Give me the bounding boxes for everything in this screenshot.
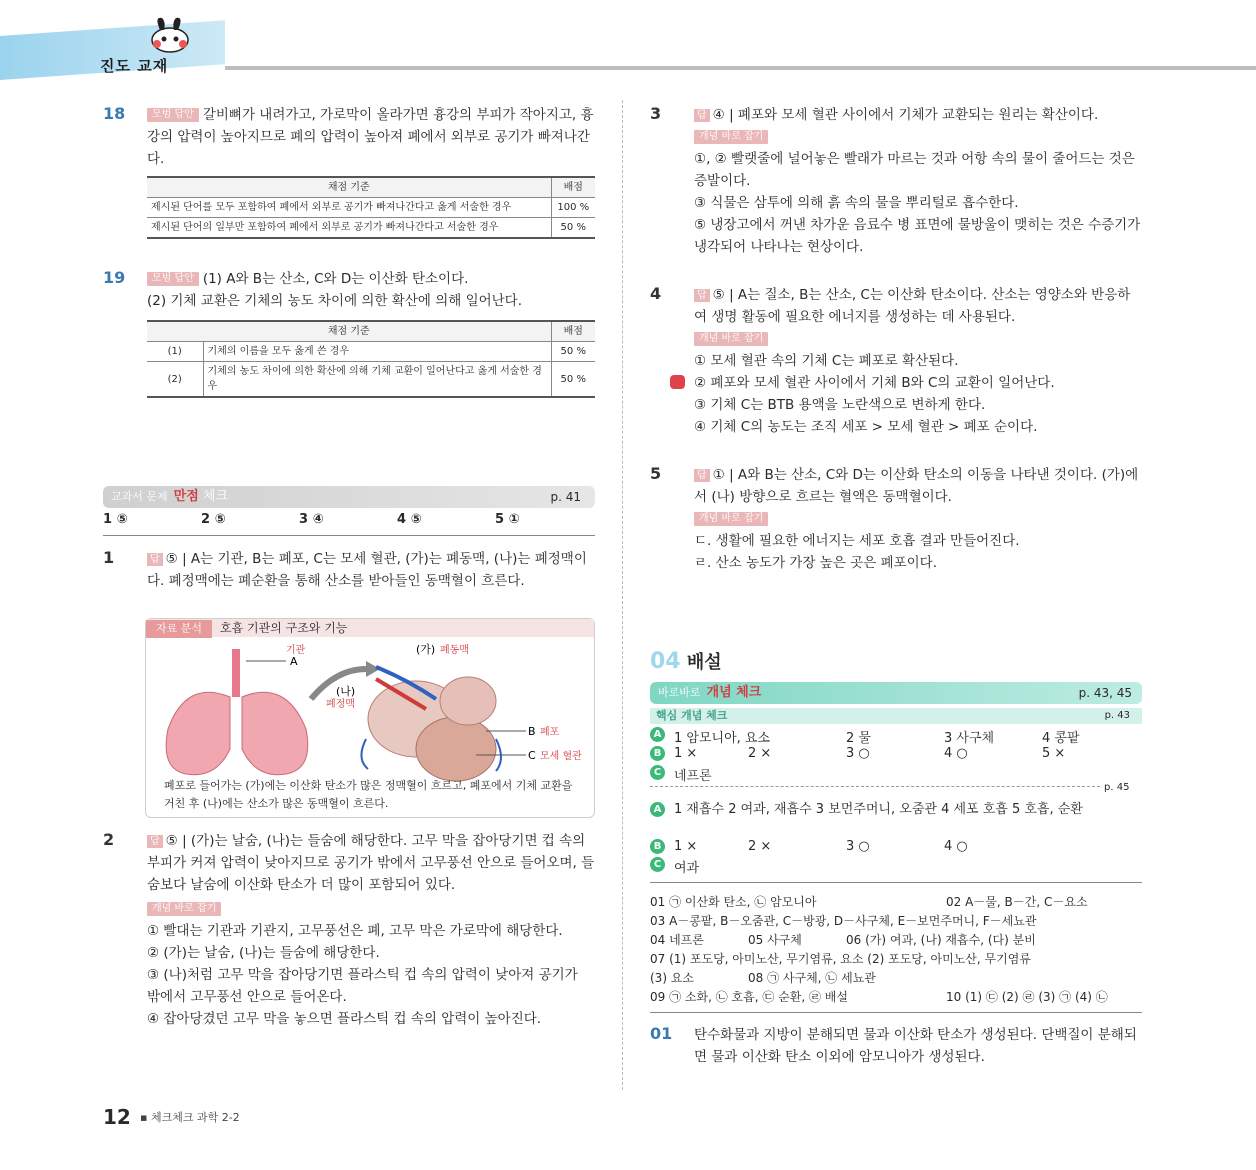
respiratory-diagram [146, 639, 594, 789]
a1-number: 1 [103, 548, 115, 567]
q19-row1-score: 50 % [551, 342, 595, 362]
a3-text [694, 104, 1142, 126]
q19-tag: 모범 답안 [147, 272, 199, 286]
warning-icon [670, 375, 685, 389]
label-ga: (가) [416, 643, 436, 656]
a5-fix-tag: 개념 바로 잡기 [694, 512, 768, 526]
diagram-title: 호흡 기관의 구조와 기능 [220, 621, 348, 635]
a4-fix-tag: 개념 바로 잡기 [694, 332, 768, 346]
circle-c-icon: C [650, 765, 665, 780]
q19-criteria-table [147, 320, 595, 398]
label-c-sub: 모세 혈관 [540, 751, 582, 762]
a3-number: 3 [650, 104, 662, 123]
q18-text [147, 104, 595, 170]
a5-block [650, 464, 1142, 574]
concept-bar-page: p. 43, 45 [1078, 686, 1132, 700]
q19-row2-score: 50 % [551, 362, 595, 398]
row-a1-item-4: 4 콩팥 [1042, 731, 1080, 746]
a3-tag: 답 [694, 109, 710, 122]
header-title: 진도 교재 [100, 57, 169, 75]
table-row [147, 362, 595, 398]
a5-fix-2: ㄹ. 산소 농도가 가장 높은 곳은 폐포이다. [694, 555, 937, 571]
a2-fix-4: ④ 잡아당겼던 고무 막을 놓으면 플라스틱 컵 속의 압력이 높아진다. [147, 1011, 542, 1027]
a1-block [103, 548, 595, 592]
a4-fix-2: ② 폐포와 모세 혈관 사이에서 기체 B와 C의 교환이 일어난다. [694, 375, 1055, 391]
list-item [650, 893, 1142, 912]
q19-line2: (2) 기체 교환은 기체의 농도 차이에 의한 확산에 의해 일어난다. [147, 293, 523, 309]
q18-header-score: 배점 [551, 177, 595, 198]
row-c1-item-1: 네프론 [674, 769, 712, 784]
q19-text [147, 268, 595, 312]
concept-row-b1 [650, 746, 1142, 764]
a1-tag: 답 [147, 553, 163, 566]
a2-fix-2: ② (가)는 날숨, (나)는 들숨에 해당한다. [147, 945, 380, 961]
row-a1-item-1: 1 암모니아, 요소 [674, 731, 771, 746]
a5-answer: ① | A와 B는 산소, C와 D는 이산화 탄소의 이동을 나타낸 것이다. (가)에서 (나) 방향으로 흐르는 혈액은 동맥혈이다. [694, 467, 1139, 505]
a5-fix-1: ㄷ. 생활에 필요한 에너지는 세포 호흡 결과 만들어진다. [694, 533, 1020, 549]
q01-number: 01 [650, 1024, 673, 1043]
a3-block [650, 104, 1142, 258]
q19-row2-no: (2) [147, 362, 203, 398]
check-answer-5: 5 ① [495, 512, 520, 527]
a2-fix-tag: 개념 바로 잡기 [147, 902, 221, 916]
concept-row-c1 [650, 765, 1142, 783]
footer-title-text: 체크체크 과학 2-2 [150, 1111, 240, 1124]
q18-row2-criterion: 제시된 단어의 일부만 포함하여 폐에서 외부로 공기가 빠져나간다고 서술한 경우 [147, 218, 551, 239]
q19-block [103, 268, 595, 398]
a2-fix-1: ① 빨대는 기관과 기관지, 고무풍선은 폐, 고무 막은 가로막에 해당한다. [147, 923, 563, 939]
row-a1-item-3: 3 사구체 [944, 731, 995, 746]
core-concept-bar [650, 708, 1142, 724]
a1-text [147, 548, 595, 592]
a5-text [694, 464, 1142, 508]
a4-fix-2-row [694, 372, 1142, 394]
check-bar-title: 체크 [202, 489, 229, 504]
diagram-box [145, 618, 595, 818]
q19-row2-criterion: 기체의 농도 차이에 의한 확산에 의해 기체 교환이 일어난다고 옳게 서술한 경우 [203, 362, 551, 398]
q18-row1-criterion: 제시된 단어를 모두 포함하여 폐에서 외부로 공기가 빠져나간다고 옳게 서술한 경우 [147, 198, 551, 218]
label-na: (나) [336, 685, 356, 698]
table-row [147, 342, 595, 362]
table-row [147, 198, 595, 218]
q18-answer: 갈비뼈가 내려가고, 가로막이 올라가면 흉강의 부피가 작아지고, 흉강의 압력이 높아지므로 폐의 압력이 높아져 폐에서 외부로 공기가 빠져나간다. [147, 107, 594, 167]
label-na-sub: 폐정맥 [326, 699, 355, 710]
circle-c2-icon: C [650, 857, 665, 872]
answer-03: 03 A－콩팥, B－오줌관, C－방광, D－사구체, E－보먼주머니, F－세뇨관 [650, 914, 1037, 928]
circle-a-icon: A [650, 727, 665, 742]
q18-number: 18 [103, 104, 126, 123]
a1-answer: ⑤ | A는 기관, B는 폐포, C는 모세 혈관, (가)는 폐동맥, (나)는 폐정맥이다. 폐정맥에는 폐순환을 통해 산소를 받아들인 동맥혈이 흐른다. [147, 551, 587, 589]
check-bar-page: p. 41 [550, 490, 581, 504]
q01-rule [650, 1012, 1142, 1013]
answer-09: 09 ㉠ 소화, ㉡ 호흡, ㉢ 순환, ㉣ 배설 [650, 990, 848, 1004]
a2-answer: ⑤ | (가)는 날숨, (나)는 들숨에 해당한다. 고무 막을 잡아당기면 컵 속의 부피가 커져 압력이 낮아지므로 공기가 밖에서 고무풍선 안으로 들어오며, 들숨보다 날숨에 이산화 탄소가 더 많이 포함되어 있다. [147, 833, 595, 893]
q18-criteria-table [147, 176, 595, 239]
q01-text: 탄수화물과 지방이 분해되면 물과 이산화 탄소가 생성된다. 단백질이 분해되면 물과 이산화 탄소 이외에 암모니아가 생성된다. [694, 1027, 1137, 1065]
header-rule [225, 66, 1256, 70]
answers-rule [650, 882, 1142, 883]
list-item [650, 988, 1142, 1007]
list-item [650, 969, 1142, 988]
answer-02: 02 A－물, B－간, C－요소 [946, 895, 1088, 909]
a2-text [147, 830, 595, 896]
a4-answer: ⑤ | A는 질소, B는 산소, C는 이산화 탄소이다. 산소는 영양소와 반응하여 생명 활동에 필요한 에너지를 생성하는 데 사용된다. [694, 287, 1131, 325]
a4-fix-4: ④ 기체 C의 농도는 조직 세포 > 모세 혈관 > 폐포 순이다. [694, 419, 1038, 435]
q01-block [650, 1024, 1142, 1068]
a5-tag: 답 [694, 469, 710, 482]
q19-row1-no: (1) [147, 342, 203, 362]
footer-title: ▪ 체크체크 과학 2-2 [140, 1111, 240, 1124]
q18-block [103, 104, 595, 239]
page-number: 12 [103, 1105, 131, 1129]
a2-number: 2 [103, 830, 115, 849]
answer-04: 04 네프론 [650, 933, 704, 947]
row-b2-item-1: 1 × [674, 839, 698, 854]
concept-row-b2 [650, 839, 1142, 857]
row-b2-item-2: 2 × [748, 839, 772, 854]
label-a: A [290, 655, 298, 668]
check-answer-4: 4 ⑤ [397, 512, 422, 527]
concept-bar [650, 682, 1142, 704]
answer-07-3: (3) 요소 [650, 971, 694, 985]
circle-b-icon: B [650, 746, 665, 761]
check-answer-1: 1 ⑤ [103, 512, 128, 527]
answer-05: 05 사구체 [748, 933, 802, 947]
mascot-icon [140, 14, 200, 54]
q19-line1: (1) A와 B는 산소, C와 D는 이산화 탄소이다. [202, 271, 469, 287]
answer-07: 07 (1) 포도당, 아미노산, 무기염류, 요소 (2) 포도당, 아미노산, 무기염류 [650, 952, 1031, 966]
q18-row1-score: 100 % [551, 198, 595, 218]
row-b2-item-3: 3 ○ [846, 839, 870, 854]
q19-header-criteria: 채점 기준 [147, 321, 551, 342]
answer-08: 08 ㉠ 사구체, ㉡ 세뇨관 [748, 971, 876, 985]
left-lung-shape [166, 692, 230, 774]
check-rule [103, 535, 595, 536]
right-lung-shape [242, 692, 308, 774]
q18-row2-score: 50 % [551, 218, 595, 239]
q19-row1-criterion: 기체의 이름을 모두 옳게 쓴 경우 [203, 342, 551, 362]
row-b2-item-4: 4 ○ [944, 839, 968, 854]
circle-a2-icon: A [650, 802, 665, 817]
check-bar-title-red: 만점 [173, 489, 199, 504]
a2-tag: 답 [147, 835, 163, 848]
diagram-caption: 폐포로 들어가는 (가)에는 이산화 탄소가 많은 정맥혈이 흐르고, 폐포에서 기체 교환을 거친 후 (나)에는 산소가 많은 동맥혈이 흐른다. [164, 779, 573, 810]
q19-header-score: 배점 [551, 321, 595, 342]
check-bar [103, 486, 595, 508]
diagram-tag: 자료 분석 [146, 620, 212, 638]
section-heading [650, 648, 722, 674]
label-b: B [528, 725, 536, 738]
row-b1-item-2: 2 × [748, 746, 772, 761]
label-trachea: 기관 [286, 645, 306, 656]
a5-number: 5 [650, 464, 662, 483]
label-b-sub: 폐포 [540, 727, 560, 738]
alveolus-3 [440, 677, 496, 725]
circle-b2-icon: B [650, 839, 665, 854]
a3-fix-1: ①, ② 빨랫줄에 널어놓은 빨래가 마르는 것과 어항 속의 물이 줄어드는 것은 증발이다. [694, 151, 1135, 189]
row-a1-item-2: 2 물 [846, 731, 871, 746]
check-answers [103, 512, 595, 530]
table-row [147, 218, 595, 239]
a3-fixes [694, 126, 1142, 258]
core-concept-label: 핵심 개념 체크 [656, 709, 728, 722]
a4-fix-3: ③ 기체 C는 BTB 용액을 노란색으로 변하게 한다. [694, 397, 986, 413]
a4-number: 4 [650, 284, 662, 303]
concept-row-c2 [650, 857, 1142, 875]
q18-header-criteria: 채점 기준 [147, 177, 551, 198]
a4-text [694, 284, 1142, 328]
a4-fix-1: ① 모세 혈관 속의 기체 C는 폐포로 확산된다. [694, 353, 959, 369]
row-b1-item-3: 3 ○ [846, 746, 870, 761]
a2-block [103, 830, 595, 1030]
check-bar-label: 교과서 문제 [111, 490, 168, 503]
alveolus-2 [416, 717, 496, 781]
a3-fix-3: ⑤ 냉장고에서 꺼낸 차가운 음료수 병 표면에 물방울이 맺히는 것은 수증기가 냉각되어 나타나는 현상이다. [694, 217, 1141, 255]
trachea-shape [232, 649, 240, 697]
check-answer-3: 3 ④ [299, 512, 324, 527]
section-number: 04 [650, 649, 681, 674]
a3-answer: ④ | 폐포와 모세 혈관 사이에서 기체가 교환되는 원리는 확산이다. [712, 107, 1099, 123]
a2-fix-3: ③ (나)처럼 고무 막을 잡아당기면 플라스틱 컵 속의 압력이 낮아져 공기가 밖에서 고무풍선 안으로 들어온다. [147, 967, 578, 1005]
concept-bar-label: 바로바로 [658, 686, 701, 699]
a3-fix-tag: 개념 바로 잡기 [694, 130, 768, 144]
answer-list [650, 893, 1142, 1008]
diagram-header [146, 619, 594, 637]
answer-01: 01 ㉠ 이산화 탄소, ㉡ 암모니아 [650, 895, 817, 909]
a4-fixes [694, 328, 1142, 438]
row-a2-text: 1 재흡수 2 여과, 재흡수 3 보먼주머니, 오줌관 4 세포 호흡 5 호흡, 순환 [674, 802, 1083, 817]
answer-06: 06 (가) 여과, (나) 재흡수, (다) 분비 [846, 933, 1036, 947]
q18-tag: 모범 답안 [147, 108, 199, 122]
a2-fixes [147, 898, 595, 1030]
a3-fix-2: ③ 식물은 삼투에 의해 흙 속의 물을 뿌리털로 흡수한다. [694, 195, 1019, 211]
row-b1-item-1: 1 × [674, 746, 698, 761]
concept-row-a2 [650, 800, 1142, 819]
column-divider [622, 100, 623, 1090]
page-ref-2: p. 45 [1104, 782, 1130, 793]
concept-bar-title: 개념 체크 [706, 685, 762, 700]
answer-10: 10 (1) ㉢ (2) ㉣ (3) ㉠ (4) ㉡ [946, 990, 1108, 1004]
row-b1-item-4: 4 ○ [944, 746, 968, 761]
concept-row-a1 [650, 727, 1142, 745]
q19-number: 19 [103, 268, 126, 287]
core-concept-page: p. 43 [1104, 710, 1130, 721]
label-ga-sub: 폐동맥 [440, 645, 469, 656]
row-c2-item-1: 여과 [674, 861, 700, 876]
a5-fixes [694, 508, 1142, 574]
dotted-divider [650, 786, 1100, 787]
flow-arrow-left [361, 739, 368, 769]
section-title: 배설 [686, 652, 722, 673]
check-answer-2: 2 ⑤ [201, 512, 226, 527]
a4-tag: 답 [694, 289, 710, 302]
row-b1-item-5: 5 × [1042, 746, 1066, 761]
label-c: C [528, 749, 536, 762]
list-item [650, 931, 1142, 950]
a4-block [650, 284, 1142, 438]
